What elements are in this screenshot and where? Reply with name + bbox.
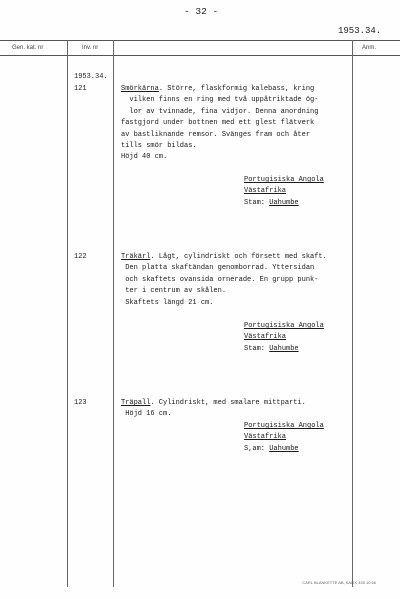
entry-title: Träkärl (121, 253, 151, 261)
column-inv-nr: Inv. nr (82, 45, 99, 51)
column-anm: Anm. (362, 45, 377, 51)
inv-number: 121 (74, 85, 87, 93)
page-number: - 32 - (184, 6, 219, 17)
column-divider (113, 40, 114, 587)
entry-title: Smörkärna (121, 85, 159, 93)
entry-title: Träpall (121, 399, 151, 407)
entry-description: Träpall. Cylindriskt, med smalare mittparti. Höjd 16 cm. (121, 399, 306, 419)
column-header-row (0, 40, 400, 56)
inv-number: 123 (74, 399, 87, 407)
column-gen-kat-nr: Gen. kat. nr (12, 45, 44, 51)
entry-origin: Portugisiska Angola Västafrika S,am: Uahumbe (244, 422, 324, 453)
column-divider (352, 40, 353, 587)
printer-imprint: CARL BLANKETTE AB, KALIX 435 10 66 (302, 580, 376, 585)
inv-number: 122 (74, 253, 87, 261)
page-year: 1953.34. (338, 26, 382, 36)
year-mark: 1953.34. (74, 73, 108, 81)
column-divider (67, 40, 68, 587)
entry-description: Smörkärna. Större, flaskformig kalebass, kring vilken finns en ring med två uppåtriktade ög- lor av tvinnade, fina vidjor. Denna anordning fastgjord under bottnen med ett glest flätverk av bastliknande remsor. Svänges fram och åter tills smör bildas. Höjd 40 cm. (121, 85, 319, 162)
entry-description: Träkärl. Lågt, cylindriskt och försett med skaft. Den platta skaftändan genomborrad. Yttersidan och skaftets ovansida ornerade. En grupp punk- ter i centrum av skålen. Skaftets längd 21 cm. (121, 253, 327, 307)
entry-origin: Portugisiska Angola Västafrika Stam: Uahumbe (244, 322, 324, 353)
entry-origin: Portugisiska Angola Västafrika Stam: Uahumbe (244, 176, 324, 207)
